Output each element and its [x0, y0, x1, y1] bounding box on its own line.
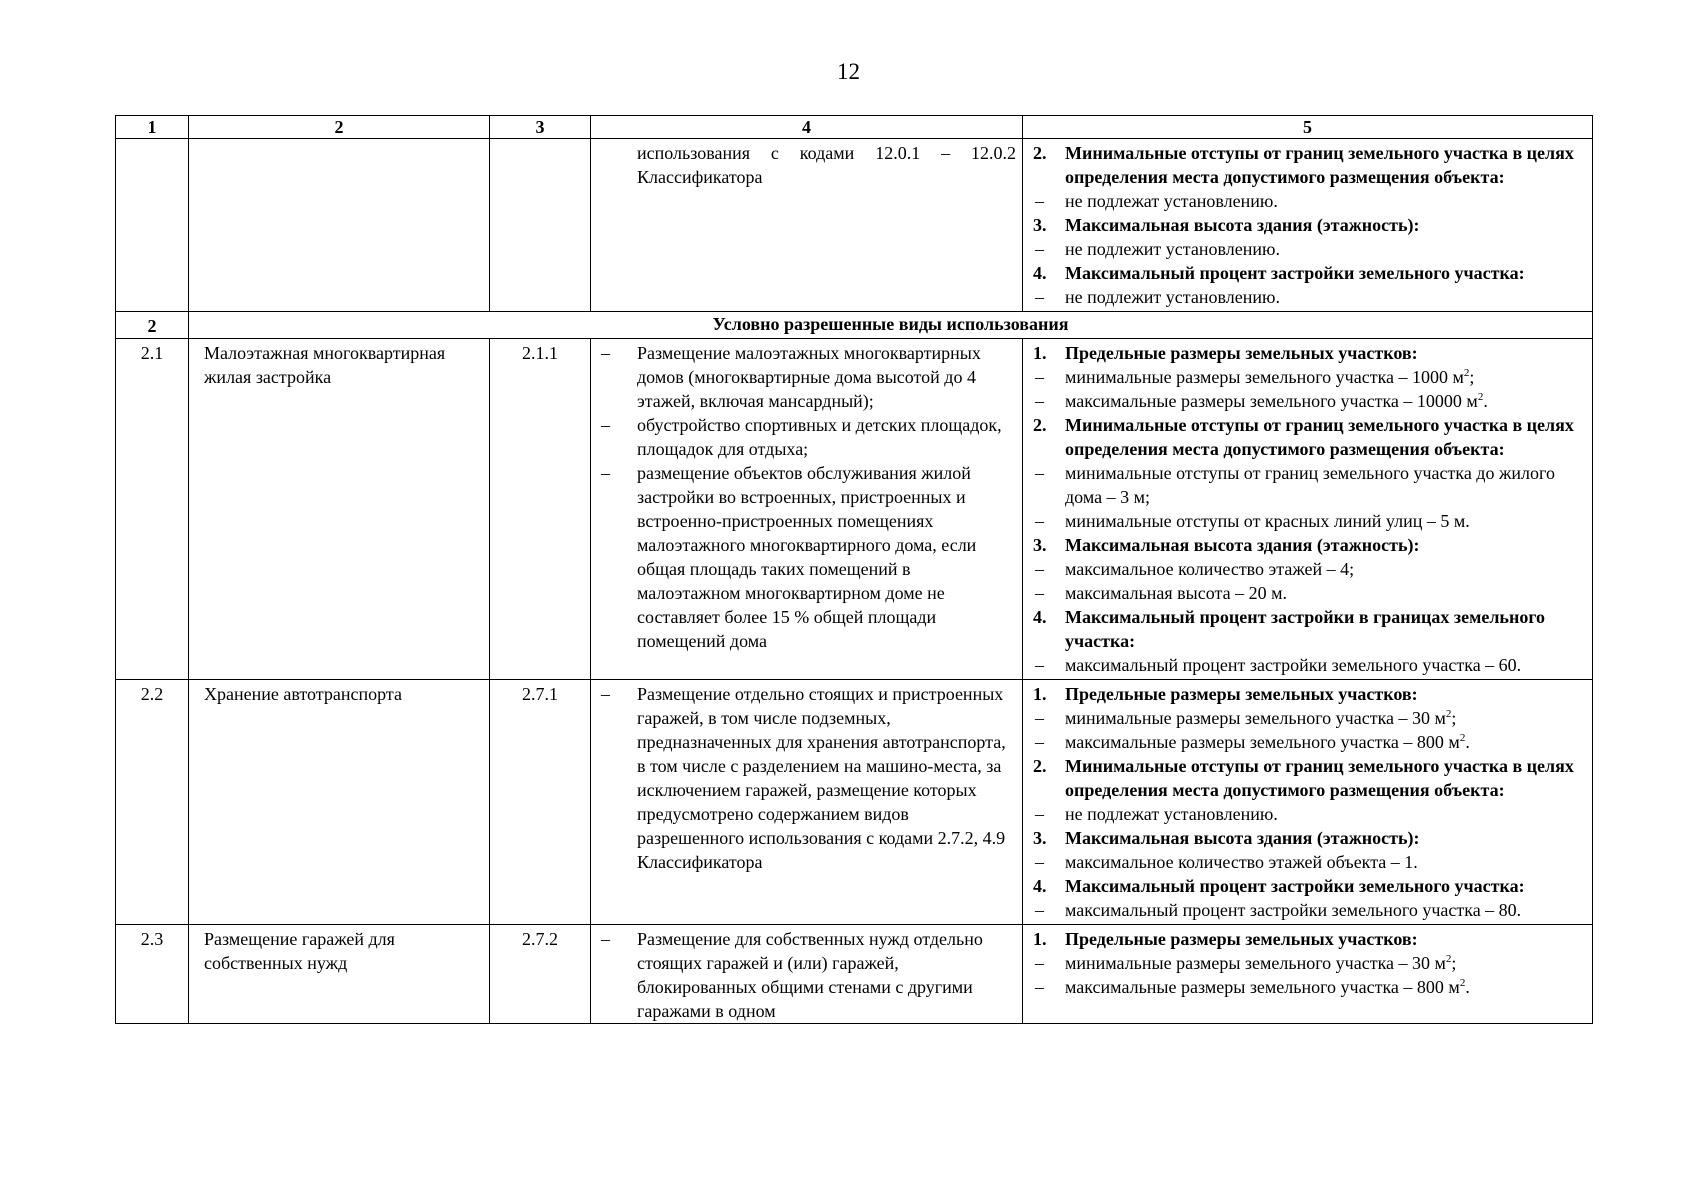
param-item: [1033, 461, 1586, 509]
param-item-value: не подлежат установлению.: [1065, 804, 1278, 824]
param-item-value: минимальные отступы от границ земельного участка до жилого дома – 3 м;: [1065, 463, 1555, 507]
param-heading-number: 2.: [1033, 756, 1047, 776]
param-heading-number: 2.: [1033, 143, 1047, 163]
cell-name: [189, 139, 490, 312]
param-item-superscript: 2: [1445, 708, 1452, 720]
param-item: [1033, 975, 1586, 999]
dash-marker: –: [1035, 287, 1044, 307]
dash-marker: –: [1035, 463, 1044, 483]
row-number: 2.1: [116, 339, 189, 680]
dash-marker: –: [1035, 953, 1044, 973]
dash-marker: –: [1035, 732, 1044, 752]
param-heading-text: Предельные размеры земельных участков:: [1065, 929, 1418, 949]
section-title: Условно разрешенные виды использования: [189, 312, 1593, 339]
param-item: [1033, 850, 1586, 874]
param-heading-number: 3.: [1033, 535, 1047, 555]
header-row: [116, 116, 1593, 139]
param-heading-text: Минимальные отступы от границ земельного участка в целях определения места допустимого размещения объекта:: [1065, 143, 1574, 187]
dash-marker: –: [1035, 900, 1044, 920]
param-heading: [1033, 213, 1586, 237]
param-item-value: минимальные размеры земельного участка – 30 м: [1065, 953, 1446, 973]
param-item-tail: ;: [1451, 953, 1457, 973]
param-item-text: [1065, 706, 1586, 730]
dash-marker: –: [1035, 977, 1044, 997]
dash-marker: –: [1035, 191, 1044, 211]
page-number: 12: [837, 59, 860, 84]
param-item: [1033, 389, 1586, 413]
zoning-table: [115, 115, 1593, 1024]
dash-marker: –: [601, 463, 610, 483]
param-heading-text: Максимальный процент застройки земельного участка:: [1065, 263, 1525, 283]
param-item-text: [1065, 898, 1586, 922]
param-item-value: не подлежат установлению.: [1065, 191, 1278, 211]
param-heading-number: 3.: [1033, 828, 1047, 848]
description-text: Размещение для собственных нужд отдельно стоящих гаражей и (или) гаражей, блокированных общими стенами с другими гаражами в одном: [637, 929, 983, 1021]
param-item: [1033, 237, 1586, 261]
param-heading-number: 4.: [1033, 607, 1047, 627]
row-code: 2.7.1: [490, 680, 591, 925]
param-heading-number: 1.: [1033, 684, 1047, 704]
dash-marker: –: [1035, 391, 1044, 411]
param-heading: [1033, 754, 1586, 802]
param-item-value: максимальный процент застройки земельного участка – 60.: [1065, 655, 1522, 675]
dash-marker: –: [1035, 804, 1044, 824]
dash-marker: –: [601, 415, 610, 435]
param-item-value: максимальные размеры земельного участка – 10000 м: [1065, 391, 1478, 411]
description-item: [601, 341, 1016, 413]
param-heading: [1033, 533, 1586, 557]
param-item-tail: ;: [1451, 708, 1457, 728]
param-heading-number: 1.: [1033, 929, 1047, 949]
param-item: [1033, 653, 1586, 677]
param-heading: [1033, 826, 1586, 850]
description-text: обустройство спортивных и детских площадок, площадок для отдыха;: [637, 415, 1002, 459]
section-number: 2: [116, 312, 189, 339]
description-item: [601, 927, 1016, 1023]
param-heading-text: Предельные размеры земельных участков:: [1065, 684, 1418, 704]
param-item-value: максимальный процент застройки земельного участка – 80.: [1065, 900, 1522, 920]
row-code: 2.7.2: [490, 925, 591, 1024]
param-heading-number: 1.: [1033, 343, 1047, 363]
dash-marker: –: [1035, 239, 1044, 259]
param-item: [1033, 509, 1586, 533]
param-heading-text: Максимальный процент застройки земельного участка:: [1065, 876, 1525, 896]
param-item: [1033, 730, 1586, 754]
row-description: [591, 680, 1023, 925]
cell-code: [490, 139, 591, 312]
param-item: [1033, 557, 1586, 581]
param-heading-text: Минимальные отступы от границ земельного участка в целях определения места допустимого размещения объекта:: [1065, 756, 1574, 800]
dash-marker: –: [601, 343, 610, 363]
param-heading-text: Максимальная высота здания (этажность):: [1065, 215, 1420, 235]
dash-marker: –: [1035, 511, 1044, 531]
param-item-value: максимальное количество этажей объекта – 1.: [1065, 852, 1418, 872]
dash-marker: –: [601, 929, 610, 949]
dash-marker: –: [1035, 655, 1044, 675]
description-item: [601, 682, 1016, 874]
param-item-tail: .: [1483, 391, 1488, 411]
description-item: [601, 413, 1016, 461]
param-item-text: [1065, 581, 1586, 605]
header-col-5: 5: [1023, 116, 1593, 139]
param-item-value: минимальные размеры земельного участка – 30 м: [1065, 708, 1446, 728]
dash-marker: –: [1035, 583, 1044, 603]
param-item-text: [1065, 285, 1586, 309]
param-heading: [1033, 413, 1586, 461]
table-row: [116, 925, 1593, 1024]
param-heading-text: Максимальная высота здания (этажность):: [1065, 535, 1420, 555]
param-item-text: [1065, 461, 1586, 509]
description-text: размещение объектов обслуживания жилой застройки во встроенных, пристроенных и встроенно-пристроенных помещениях малоэтажного многоквартирного дома, если общая площадь таких помещений в малоэтажном многоквартирном доме не составляет более 15 % общей площади помещений дома: [637, 463, 977, 651]
cell-desc: [591, 139, 1023, 312]
param-item-value: максимальные размеры земельного участка – 800 м: [1065, 732, 1460, 752]
header-col-3: 3: [490, 116, 591, 139]
row-parameters: [1023, 925, 1593, 1024]
param-item-superscript: 2: [1459, 977, 1466, 989]
param-heading: [1033, 261, 1586, 285]
row-parameters: [1023, 339, 1593, 680]
row-description: [591, 925, 1023, 1024]
description-text: Размещение малоэтажных многоквартирных домов (многоквартирные дома высотой до 4 этажей, включая мансардный);: [637, 343, 981, 411]
param-heading-text: Максимальный процент застройки в границах земельного участка:: [1065, 607, 1546, 651]
param-item-value: не подлежит установлению.: [1065, 239, 1280, 259]
param-item-text: [1065, 237, 1586, 261]
param-item: [1033, 581, 1586, 605]
param-item: [1033, 802, 1586, 826]
param-heading: [1033, 605, 1586, 653]
dash-marker: –: [1035, 708, 1044, 728]
param-item: [1033, 365, 1586, 389]
param-heading-number: 3.: [1033, 215, 1047, 235]
param-item-text: [1065, 365, 1586, 389]
dash-marker: –: [1035, 367, 1044, 387]
param-item: [1033, 189, 1586, 213]
param-item-text: [1065, 509, 1586, 533]
param-item-text: [1065, 802, 1586, 826]
param-item-text: [1065, 850, 1586, 874]
header-col-2: 2: [189, 116, 490, 139]
param-item: [1033, 285, 1586, 309]
param-item-value: максимальная высота – 20 м.: [1065, 583, 1287, 603]
param-item-value: не подлежит установлению.: [1065, 287, 1280, 307]
param-item-value: минимальные отступы от красных линий улиц – 5 м.: [1065, 511, 1470, 531]
description-text: Размещение отдельно стоящих и пристроенных гаражей, в том числе подземных, предназначенных для хранения автотранспорта, в том числе с разделением на машино-места, за исключением гаражей, размещение которых предусмотрено содержанием видов разрешенного использования с кодами 2.7.2, 4.9 Классификатора: [637, 684, 1006, 872]
param-item-superscript: 2: [1477, 391, 1484, 403]
row-name: Размещение гаражей для собственных нужд: [189, 925, 490, 1024]
param-heading: [1033, 341, 1586, 365]
cell-params: [1023, 139, 1593, 312]
cell-num: [116, 139, 189, 312]
param-item: [1033, 706, 1586, 730]
param-item-text: [1065, 730, 1586, 754]
param-item-value: минимальные размеры земельного участка – 1000 м: [1065, 367, 1464, 387]
param-item-text: [1065, 653, 1586, 677]
param-item: [1033, 951, 1586, 975]
header-col-4: 4: [591, 116, 1023, 139]
row-name: Хранение автотранспорта: [189, 680, 490, 925]
param-heading-number: 4.: [1033, 876, 1047, 896]
param-heading: [1033, 141, 1586, 189]
param-item-superscript: 2: [1463, 367, 1470, 379]
description-item: [601, 461, 1016, 653]
row-name: Малоэтажная многоквартирная жилая застройка: [189, 339, 490, 680]
param-heading-number: 4.: [1033, 263, 1047, 283]
param-item-text: [1065, 189, 1586, 213]
param-item-superscript: 2: [1445, 953, 1452, 965]
param-item-tail: .: [1465, 977, 1470, 997]
param-item-tail: .: [1465, 732, 1470, 752]
param-heading-text: Предельные размеры земельных участков:: [1065, 343, 1418, 363]
param-heading: [1033, 874, 1586, 898]
param-item-text: [1065, 975, 1586, 999]
row-code: 2.1.1: [490, 339, 591, 680]
param-item-superscript: 2: [1459, 732, 1466, 744]
param-item-tail: ;: [1469, 367, 1475, 387]
row-number: 2.2: [116, 680, 189, 925]
param-item-text: [1065, 951, 1586, 975]
section-row: [116, 312, 1593, 339]
param-item: [1033, 898, 1586, 922]
dash-marker: –: [601, 684, 610, 704]
param-item-text: [1065, 557, 1586, 581]
param-item-value: максимальные размеры земельного участка – 800 м: [1065, 977, 1460, 997]
param-heading: [1033, 682, 1586, 706]
table-row: [116, 339, 1593, 680]
header-col-1: 1: [116, 116, 189, 139]
param-item-text: [1065, 389, 1586, 413]
continuation-desc: использования с кодами 12.0.1 – 12.0.2 Классификатора: [637, 143, 1016, 187]
param-heading-text: Минимальные отступы от границ земельного участка в целях определения места допустимого размещения объекта:: [1065, 415, 1574, 459]
table-row: [116, 680, 1593, 925]
param-heading-text: Максимальная высота здания (этажность):: [1065, 828, 1420, 848]
row-description: [591, 339, 1023, 680]
param-item-value: максимальное количество этажей – 4;: [1065, 559, 1355, 579]
param-heading: [1033, 927, 1586, 951]
row-parameters: [1023, 680, 1593, 925]
param-heading-number: 2.: [1033, 415, 1047, 435]
row-number: 2.3: [116, 925, 189, 1024]
dash-marker: –: [1035, 852, 1044, 872]
dash-marker: –: [1035, 559, 1044, 579]
continuation-row: [116, 139, 1593, 312]
